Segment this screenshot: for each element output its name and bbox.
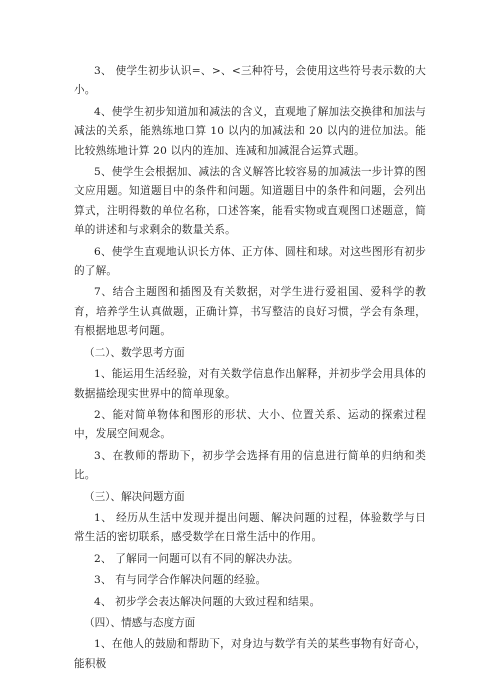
paragraph-4-addition-subtraction: 4、使学生初步知道加和减法的含义，直观地了解加法交换律和加法与减法的关系，能熟练地口算 10 以内的加减法和 20 以内的进位加法。能比较熟练地计算 20 以内的连加、连减和加减混合运算式题。 bbox=[74, 105, 426, 157]
section-heading-math-thinking: （二）、数学思考方面 bbox=[84, 346, 185, 359]
paragraph-5-word-problems: 5、使学生会根据加、减法的含义解答比较容易的加减法一步计算的图文应用题。知道题目中的条件和问题。知道题目中的条件和问题，会列出算式，注明得数的单位名称，口述答案，能看实物或直观图口述题意，简单的讲述和与求剩余的数量关系。 bbox=[74, 166, 426, 237]
paragraph-6-shapes: 6、使学生直观地认识长方体、正方体、圆柱和球。对这些图形有初步的了解。 bbox=[74, 245, 426, 278]
paragraph-thinking-1: 1、能运用生活经验，对有关数学信息作出解释，并初步学会用具体的数据描绘现实世界中的简单现象。 bbox=[74, 368, 426, 400]
paragraph-problem-1: 1、 经历从生活中发现并提出问题、解决问题的过程，体验数学与日常生活的密切联系，感受数学在日常生活中的作用。 bbox=[74, 511, 426, 544]
paragraph-thinking-2: 2、能对简单物体和图形的形状、大小、位置关系、运动的探索过程中，发展空间观念。 bbox=[74, 408, 426, 441]
paragraph-emotion-1: 1、在他人的鼓励和帮助下，对身边与数学有关的某些事物有好奇心，能积极 bbox=[74, 638, 426, 670]
paragraph-problem-2: 2、 了解同一问题可以有不同的解决办法。 bbox=[94, 552, 299, 565]
paragraph-3-symbols: 3、 使学生初步认识=、>、<三种符号，会使用这些符号表示数的大小。 bbox=[74, 65, 426, 97]
paragraph-problem-3: 3、 有与同学合作解决问题的经验。 bbox=[94, 574, 267, 587]
document-body bbox=[74, 62, 426, 676]
section-heading-problem-solving: （三）、解决问题方面 bbox=[84, 490, 185, 503]
paragraph-thinking-3: 3、在教师的帮助下，初步学会选择有用的信息进行简单的归纳和类比。 bbox=[74, 449, 426, 482]
paragraph-problem-4: 4、 初步学会表达解决问题的大致过程和结果。 bbox=[94, 595, 321, 608]
paragraph-7-education: 7、结合主题图和插图及有关数据，对学生进行爱祖国、爱科学的教育，培养学生认真做题，正确计算，书写整洁的良好习惯，学会有条理，有根据地思考问题。 bbox=[74, 286, 426, 338]
section-heading-emotion-attitude: （四）、情感与态度方面 bbox=[84, 616, 196, 629]
